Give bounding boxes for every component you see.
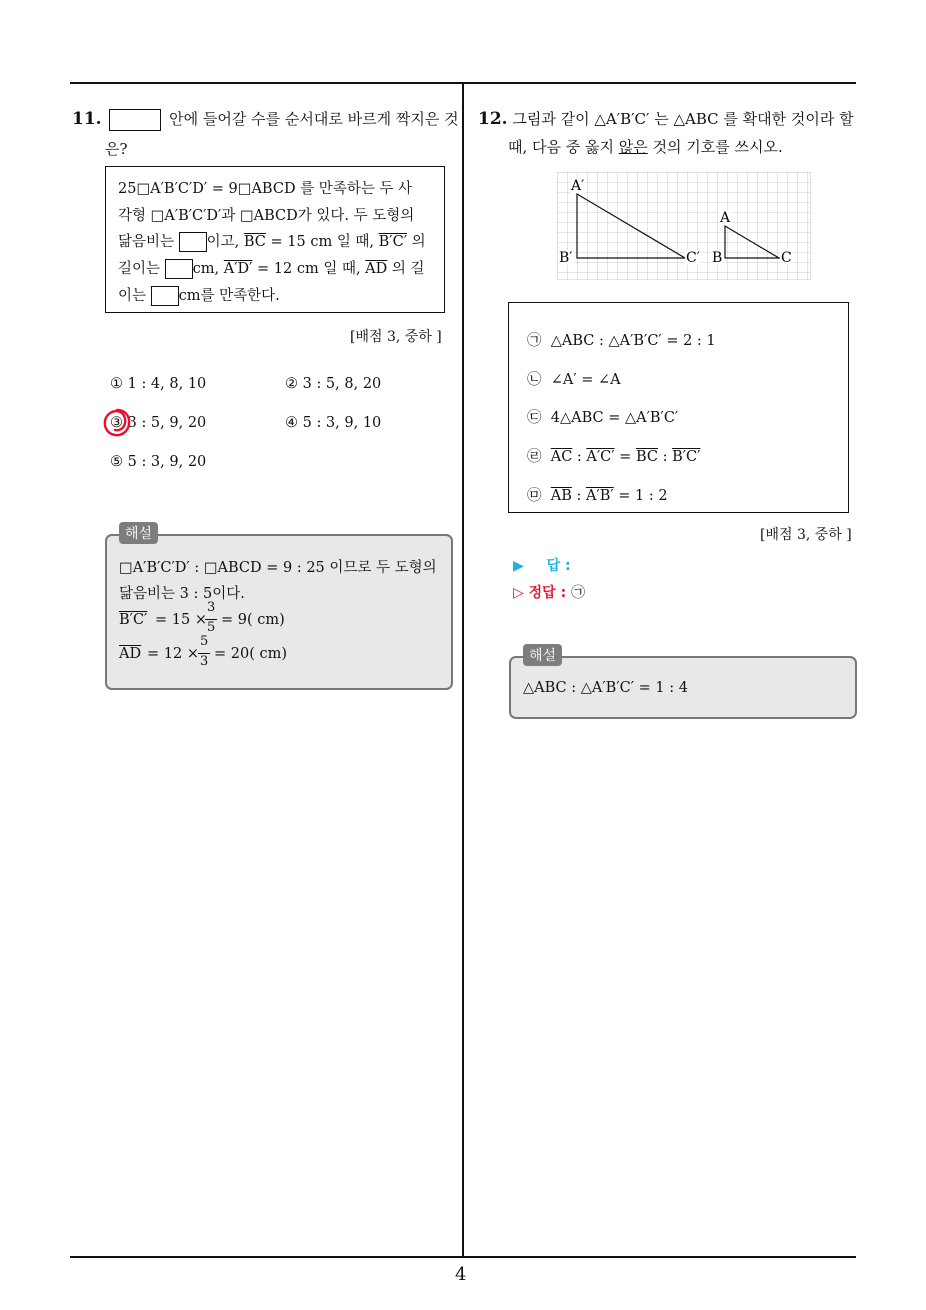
f1-den: 5 bbox=[207, 620, 216, 635]
label-bp: B′ bbox=[559, 250, 573, 266]
q11-choice-3[interactable]: ③ 3 : 5, 9, 20 bbox=[110, 415, 207, 431]
label-ap: A′ bbox=[571, 178, 585, 194]
q11-number: 11. bbox=[72, 109, 102, 129]
option-4-seg-apcp: A′C′ bbox=[586, 449, 615, 465]
q11-prompt-line2: 은? bbox=[105, 140, 128, 158]
q11-explanation-tag: 해설 bbox=[119, 522, 158, 544]
q11-blank-box bbox=[109, 109, 161, 131]
q11-prompt-line1: 안에 들어갈 수를 순서대로 바르게 짝지은 것 bbox=[169, 110, 459, 128]
f2-lhs: $\overline{AD}$ bbox=[119, 646, 142, 662]
q12-explanation-tag: 해설 bbox=[523, 644, 562, 666]
cond-line5 bbox=[118, 284, 280, 306]
q12-number: 12. bbox=[478, 109, 508, 129]
cond-line2: 각형 □A′B′C′D′과 □ABCD가 있다. 두 도형의 bbox=[118, 208, 415, 224]
option-5-mark: ㉤ bbox=[527, 488, 542, 504]
option-5-sep1: : bbox=[571, 488, 586, 504]
cond-l3-b: 이고, bbox=[206, 234, 240, 250]
q12-correct-value: ㉠ bbox=[571, 585, 586, 601]
option-5-seg-apbp: A′B′ bbox=[585, 488, 614, 504]
cond-blank-ratio bbox=[179, 232, 207, 252]
cond-l4-b: cm, bbox=[192, 261, 220, 277]
option-3-mark: ㉢ bbox=[527, 410, 542, 426]
q11-score: [배점 3, 중하 ] bbox=[350, 329, 442, 345]
q12-option-5[interactable] bbox=[527, 484, 668, 505]
option-4-mark: ㉣ bbox=[527, 449, 542, 465]
option-4-seg-bc: $\overline{BC}$ bbox=[635, 449, 658, 465]
f2-mid: = 12 × bbox=[147, 646, 199, 662]
f2-rhs: = 20( cm) bbox=[214, 646, 288, 662]
option-4-sep2: = bbox=[614, 449, 636, 465]
q11-choice-5[interactable]: ⑤ 5 : 3, 9, 20 bbox=[110, 454, 207, 470]
q12-options-box bbox=[508, 302, 849, 513]
cond-line1: 25□A′B′C′D′ = 9□ABCD 를 만족하는 두 사 bbox=[118, 181, 413, 197]
play-triangle-icon: ▶ bbox=[513, 558, 524, 574]
q12-prompt-line2 bbox=[508, 136, 783, 157]
triangle-figure bbox=[557, 172, 811, 280]
q12-prompt-2a: 때, 다음 중 옳지 bbox=[508, 138, 615, 156]
option-4-sep1: : bbox=[572, 449, 587, 465]
cond-l3-a: 닮음비는 bbox=[118, 234, 175, 250]
q12-score: [배점 3, 중하 ] bbox=[760, 527, 852, 543]
f1-mid: = 15 × bbox=[155, 612, 207, 628]
cond-l5-a: 이는 bbox=[118, 288, 147, 304]
q11-condition-box bbox=[105, 166, 445, 313]
q12-option-1[interactable] bbox=[527, 329, 716, 350]
option-5-seg-ab: $\overline{AB}$ bbox=[550, 488, 572, 504]
q12-option-2[interactable] bbox=[527, 368, 621, 389]
f1-lhs: B′C′ bbox=[119, 612, 148, 628]
bottom-rule bbox=[70, 1256, 856, 1258]
cond-blank-length1 bbox=[165, 259, 193, 279]
q12-answer-row[interactable] bbox=[513, 555, 571, 575]
cond-l4-a: 길이는 bbox=[118, 261, 161, 277]
q12-prompt-underlined: 않은 bbox=[618, 138, 648, 156]
option-1-text: △ABC : △A′B′C′ = 2 : 1 bbox=[550, 333, 716, 349]
option-2-mark: ㉡ bbox=[527, 372, 542, 388]
cond-line4 bbox=[118, 257, 425, 279]
option-2-text: ∠A′ = ∠A bbox=[550, 372, 621, 388]
cond-l4-d: 의 길 bbox=[391, 261, 425, 277]
f2-den: 3 bbox=[200, 654, 209, 669]
q12-option-3[interactable] bbox=[527, 406, 678, 427]
q11-expl-line1: □A′B′C′D′ : □ABCD = 9 : 25 이므로 두 도형의 bbox=[119, 560, 437, 576]
q11-explanation-box bbox=[105, 526, 453, 690]
option-4-seg-bpcp: B′C′ bbox=[672, 449, 701, 465]
answer-circle-mark bbox=[101, 407, 133, 439]
column-divider bbox=[462, 82, 464, 1257]
label-c: C bbox=[781, 250, 792, 266]
q11-expl-line2: 닮음비는 3 : 5이다. bbox=[119, 586, 245, 602]
cond-seg-adp: A′D′ bbox=[223, 261, 253, 277]
cond-l3-c: = 15 cm 일 때, bbox=[270, 234, 375, 250]
cond-seg-bpcp: B′C′ bbox=[378, 234, 407, 250]
q12-explanation-box bbox=[509, 648, 857, 719]
option-4-seg-ac: $\overline{AC}$ bbox=[550, 449, 573, 465]
cond-l4-c: = 12 cm 일 때, bbox=[257, 261, 361, 277]
q11-choice-1[interactable]: ① 1 : 4, 8, 10 bbox=[110, 376, 207, 392]
option-4-sep3: : bbox=[657, 449, 673, 465]
f1-num: 3 bbox=[207, 600, 216, 615]
q12-expl-text: △ABC : △A′B′C′ = 1 : 4 bbox=[523, 680, 688, 696]
option-1-mark: ㉠ bbox=[527, 333, 542, 349]
q12-option-4[interactable] bbox=[527, 445, 700, 466]
outline-triangle-icon: ▷ bbox=[513, 585, 524, 601]
q11-choice-4[interactable]: ④ 5 : 3, 9, 10 bbox=[285, 415, 382, 431]
q12-correct-label: 정답 : bbox=[528, 585, 567, 601]
label-b: B bbox=[712, 250, 723, 266]
q12-prompt-2b: 것의 기호를 쓰시오. bbox=[652, 138, 783, 156]
cond-seg-bc: $\overline{BC}$ bbox=[243, 234, 266, 250]
q12-prompt bbox=[478, 108, 854, 129]
q12-correct-row bbox=[513, 582, 585, 602]
q12-prompt-line1: 그림과 같이 △A′B′C′ 는 △ABC 를 확대한 것이라 할 bbox=[512, 110, 854, 128]
q12-answer-label: 답 : bbox=[546, 558, 571, 574]
cond-blank-length2 bbox=[151, 286, 179, 306]
q11-prompt bbox=[72, 108, 459, 131]
f1-rhs: = 9( cm) bbox=[221, 612, 285, 628]
option-5-sep2: = 1 : 2 bbox=[613, 488, 668, 504]
label-cp: C′ bbox=[686, 250, 700, 266]
label-a: A bbox=[720, 210, 731, 226]
cond-l5-b: cm를 만족한다. bbox=[178, 288, 280, 304]
option-3-text: 4△ABC = △A′B′C′ bbox=[550, 410, 679, 426]
cond-l3-d: 의 bbox=[411, 234, 426, 250]
f2-num: 5 bbox=[200, 634, 209, 649]
cond-seg-ad: $\overline{AD}$ bbox=[365, 261, 388, 277]
cond-line3 bbox=[118, 230, 426, 252]
page-number: 4 bbox=[455, 1264, 467, 1285]
q11-choice-2[interactable]: ② 3 : 5, 8, 20 bbox=[285, 376, 382, 392]
